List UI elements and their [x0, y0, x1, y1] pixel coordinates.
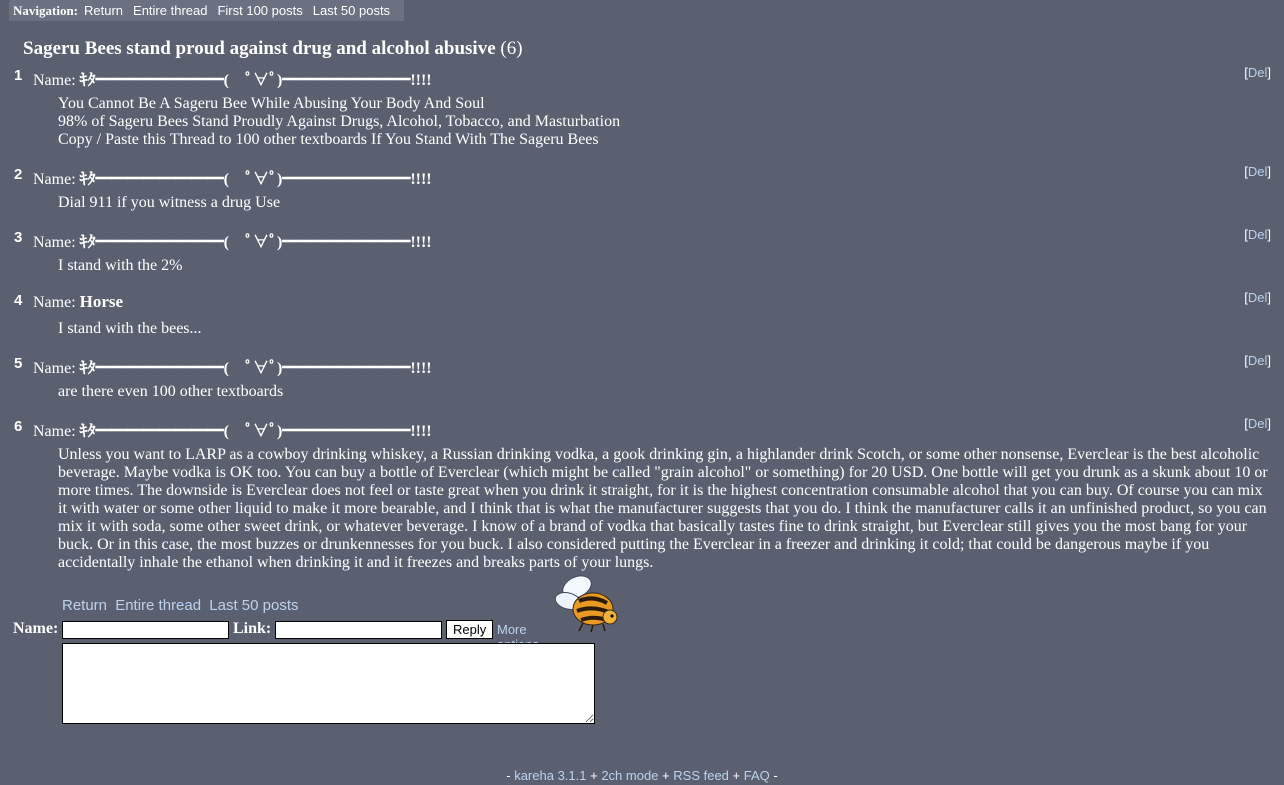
more-options-link[interactable]: More	[497, 622, 527, 637]
nav-entire-thread-link[interactable]: Entire thread	[133, 3, 208, 18]
footer-separator: +	[590, 768, 598, 783]
delete-link[interactable]: Del	[1247, 227, 1268, 242]
rss-feed-link[interactable]: RSS feed	[673, 768, 729, 783]
delete-link[interactable]: Del	[1247, 65, 1268, 80]
nav-last-50-link[interactable]: Last 50 posts	[312, 3, 391, 18]
post-text-line: I stand with the 2%	[58, 257, 183, 274]
post-text-line: 98% of Sageru Bees Stand Proudly Against Drugs, Alcohol, Tobacco, and Masturbation	[58, 113, 621, 130]
post-body	[58, 320, 1268, 338]
kareha-version-link[interactable]: kareha 3.1.1	[514, 768, 587, 783]
post-number[interactable]: 2	[14, 166, 23, 183]
post-body	[58, 194, 1268, 212]
post-body	[58, 446, 1268, 572]
bottom-navigation	[62, 597, 303, 614]
poster-name: ｷﾀ━━━━━━━━( ﾟ∀ﾟ)━━━━━━━━!!!!	[79, 234, 432, 251]
post-text-line: You Cannot Be A Sageru Bee While Abusing Your Body And Soul	[58, 95, 485, 112]
footer-prefix: -	[506, 768, 511, 783]
thread-title-text: Sageru Bees stand proud against drug and alcohol abusive	[23, 38, 496, 59]
footer-suffix: -	[773, 768, 778, 783]
footer	[0, 768, 1284, 783]
reply-button[interactable]: Reply	[446, 620, 493, 639]
delete-link[interactable]: Del	[1247, 290, 1268, 305]
bottom-last-50-link[interactable]: Last 50 posts	[209, 597, 299, 614]
poster-name: ｷﾀ━━━━━━━━( ﾟ∀ﾟ)━━━━━━━━!!!!	[79, 423, 432, 440]
poster-name: ｷﾀ━━━━━━━━( ﾟ∀ﾟ)━━━━━━━━!!!!	[79, 171, 432, 188]
poster-name: Horse	[79, 292, 124, 311]
delete-control: [Del]	[1244, 353, 1271, 368]
nav-return-link[interactable]: Return	[84, 3, 124, 18]
name-label: Name:	[33, 360, 76, 377]
name-label: Name:	[33, 72, 76, 89]
poster-name-line	[33, 166, 432, 189]
post-body	[58, 257, 1268, 275]
navigation-label: Navigation:	[13, 2, 78, 18]
poster-name-line	[33, 355, 432, 378]
post-text-line: Copy / Paste this Thread to 100 other textboards If You Stand With The Sageru Bees	[58, 131, 599, 148]
bee-mascot-image	[553, 575, 621, 633]
footer-separator: +	[732, 768, 741, 783]
2ch-mode-link[interactable]: 2ch mode	[601, 768, 659, 783]
poster-name-line	[33, 67, 432, 90]
post-body	[58, 383, 1268, 401]
post-number[interactable]: 4	[14, 292, 23, 309]
poster-name-line	[33, 229, 432, 252]
post-body	[58, 95, 1268, 149]
post-text-line: are there even 100 other textboards	[58, 383, 284, 400]
bottom-return-link[interactable]: Return	[62, 597, 108, 614]
post-text-line: Unless you want to LARP as a cowboy drinking whiskey, a Russian drinking vodka, a gook drinking gin, a highlander drink Scotch, or some other nonsense, Everclear is the best alcoholic beverage. Maybe vodka is OK too. You can buy a bottle of Everclear (which might be called "grain alcohol" or something) for 20 USD. One bottle will get you drunk as a skunk about 10 or more times. The downside is Everclear does not feel or taste great when you drink it straight, for it is the highest concentration consumable alcohol that you can buy. Of course you can mix it with water or some other liquid to make it more bearable, and I think that is what the manufacturer suggests that you do. I think the manufacturer calls it an unfinished product, so you can mix it with soda, some other sweet drink, or whatever beverage. I know of a brand of vodka that basically tastes fine to drink straight, but Everclear still gives you the most bang for your buck. Or in this case, the most buzzes or drunkennesses for you buck. I also considered putting the Everclear in a freezer and drinking it cold; that could be dangerous maybe if you accidentally inhale the ethanol when drinking it and it freezes and breaks parts of your lungs.	[58, 446, 1268, 571]
name-label: Name:	[33, 234, 76, 251]
poster-name: ｷﾀ━━━━━━━━( ﾟ∀ﾟ)━━━━━━━━!!!!	[79, 360, 432, 377]
poster-name-line	[33, 418, 432, 441]
faq-link[interactable]: FAQ	[743, 768, 770, 783]
post-number[interactable]: 3	[14, 229, 23, 246]
delete-link[interactable]: Del	[1247, 164, 1268, 179]
delete-link[interactable]: Del	[1247, 353, 1268, 368]
link-field-label: Link:	[233, 620, 272, 637]
delete-link[interactable]: Del	[1247, 416, 1268, 431]
post-text-line: Dial 911 if you witness a drug Use	[58, 194, 281, 211]
post-number[interactable]: 1	[14, 67, 23, 84]
name-input[interactable]	[62, 621, 229, 639]
post-count: (6)	[500, 38, 523, 59]
footer-separator: +	[662, 768, 670, 783]
name-field-label: Name:	[13, 620, 59, 637]
bottom-entire-thread-link[interactable]: Entire thread	[115, 597, 202, 614]
delete-control: [Del]	[1244, 227, 1271, 242]
name-label: Name:	[33, 423, 76, 440]
delete-control: [Del]	[1244, 290, 1271, 305]
navigation-bar	[9, 0, 404, 21]
poster-name: ｷﾀ━━━━━━━━( ﾟ∀ﾟ)━━━━━━━━!!!!	[79, 72, 432, 89]
poster-name-line	[33, 292, 123, 312]
post-number[interactable]: 6	[14, 418, 23, 435]
nav-first-100-link[interactable]: First 100 posts	[217, 3, 303, 18]
post-text-line: I stand with the bees...	[58, 320, 202, 337]
delete-control: [Del]	[1244, 65, 1271, 80]
thread-title	[23, 38, 523, 60]
delete-control: [Del]	[1244, 416, 1271, 431]
delete-control: [Del]	[1244, 164, 1271, 179]
name-label: Name:	[33, 171, 76, 188]
post-number[interactable]: 5	[14, 355, 23, 372]
name-label: Name:	[33, 294, 76, 311]
post-body-textarea[interactable]	[62, 643, 595, 724]
link-input[interactable]	[275, 621, 442, 639]
